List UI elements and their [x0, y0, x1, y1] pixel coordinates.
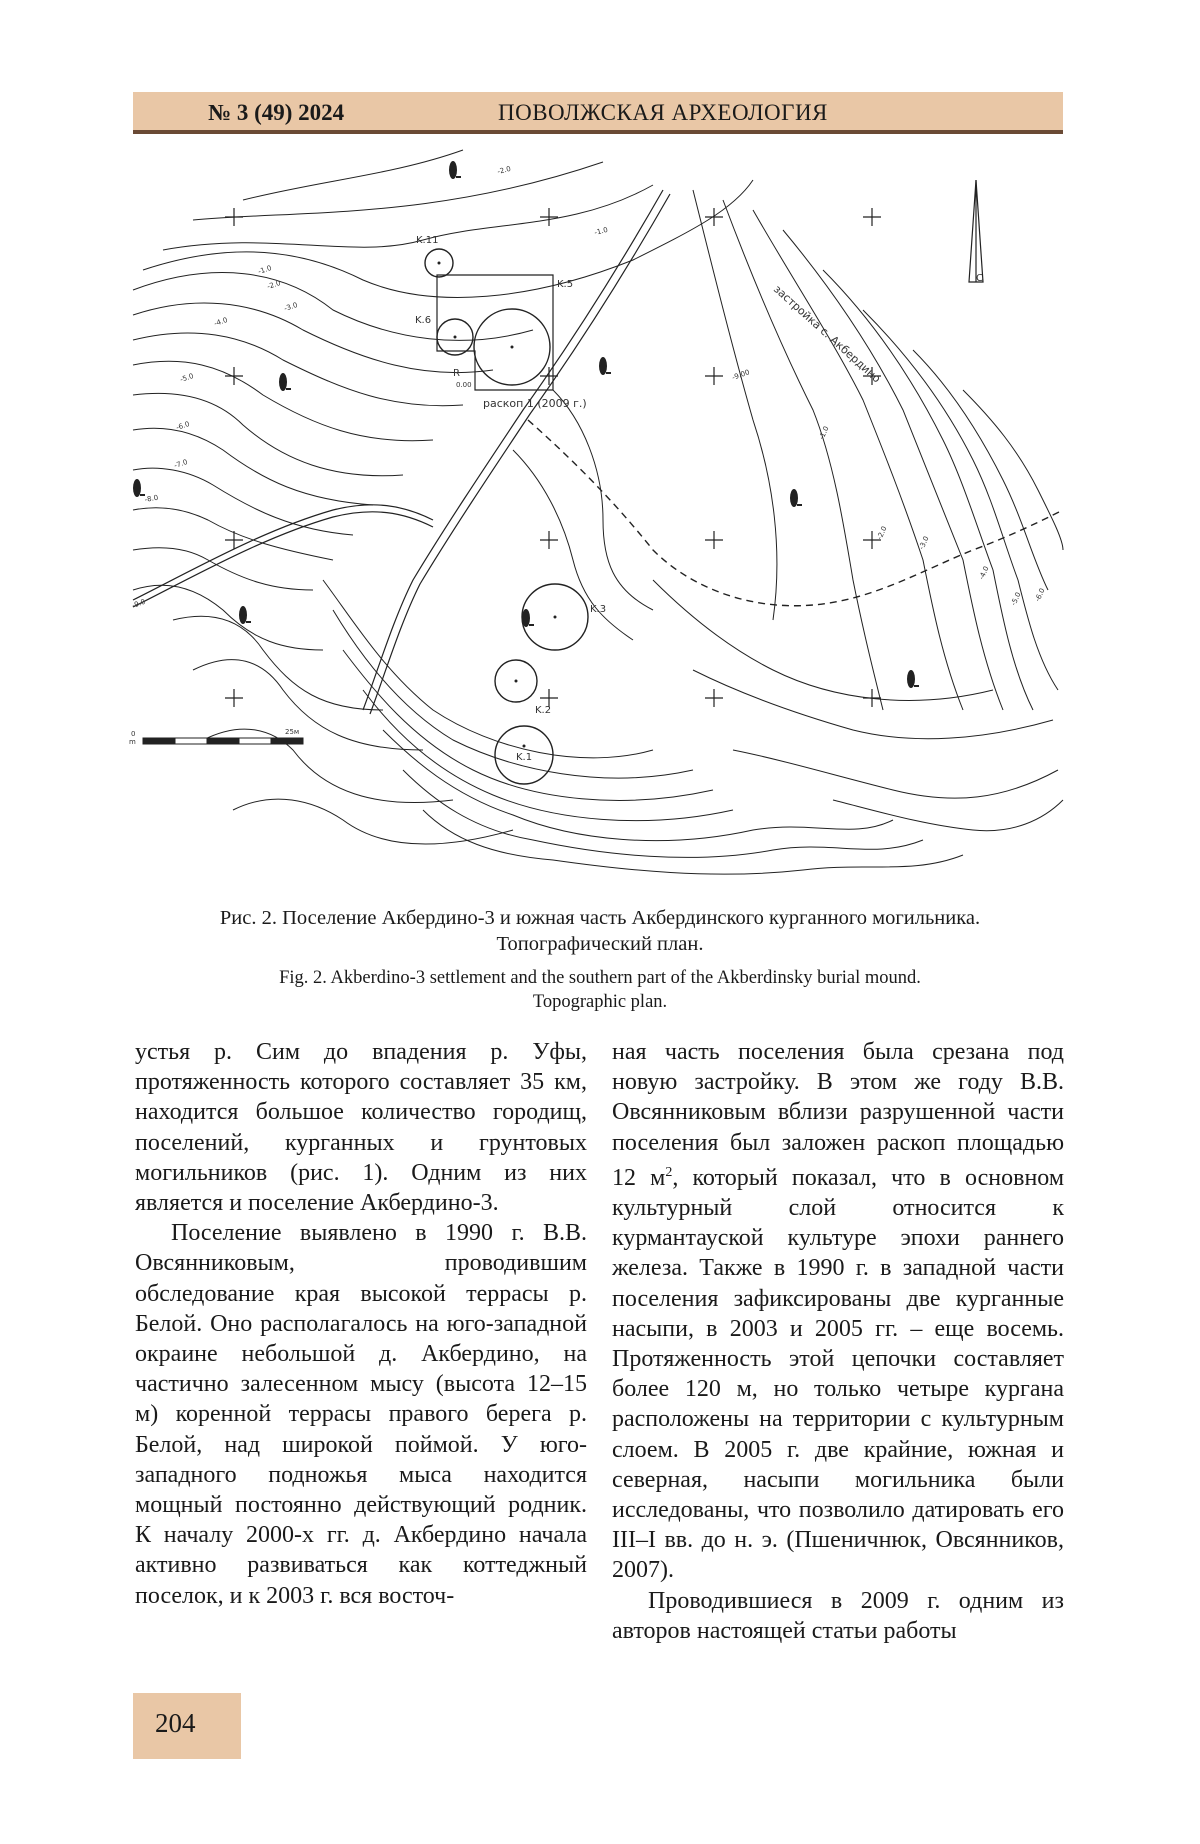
contour-label: -9.00	[730, 368, 751, 382]
contour-line	[693, 670, 1053, 739]
label-k6: K.6	[415, 315, 432, 326]
label-k11: K.11	[416, 235, 439, 246]
contour-line	[173, 616, 383, 710]
road-line	[370, 194, 670, 714]
label-scale-unit: m	[129, 738, 136, 746]
grid-cross	[540, 531, 558, 549]
contour-label: -9.0	[130, 597, 147, 610]
label-k5: K.5	[557, 279, 574, 290]
contour-label: -4.0	[213, 316, 229, 328]
tree-icon-8	[907, 670, 919, 688]
label-scale-start: 0	[131, 730, 136, 738]
tree-icon-7	[790, 489, 802, 507]
grid-cross	[863, 208, 881, 226]
label-benchmark-value: 0.00	[456, 381, 472, 389]
contour-line	[733, 750, 1058, 798]
contour-line	[133, 273, 533, 341]
text-column-left	[135, 1037, 587, 1611]
contour-line	[193, 162, 603, 220]
page-number: 204	[155, 1708, 196, 1738]
contour-line	[343, 650, 713, 800]
tree-icon-3	[599, 357, 611, 375]
contour-label: -2.0	[496, 164, 512, 176]
label-k1: K.1	[516, 752, 533, 763]
contour-line	[753, 210, 963, 710]
contour-line	[823, 270, 1033, 710]
paragraph: Проводившиеся в 2009 г. одним из авторов настоящей статьи работы	[612, 1587, 1064, 1644]
contour-line	[130, 585, 323, 650]
contour-line	[243, 150, 463, 200]
paragraph: Поселение выявлено в 1990 г. В.В. Овсянниковым, проводившим обследование края высокой террасы р. Белой. Оно располагалось на юго-западной окраине небольшой д. Акбердино, на частично залесенном мысу (высота 12–15 м) коренной террасы правого берега р. Белой, над широкой поймой. У юго-западного подножья мыса находится мощный постоянно действующий родник. К началу 2000-х гг. д. Акбердино начала активно развиваться как коттеджный поселок, и к 2003 г. вся восточ-	[135, 1220, 587, 1609]
contour-line	[553, 390, 653, 610]
contour-line	[143, 180, 753, 297]
contour-label: -8.0	[143, 493, 159, 504]
contour-label: -2.0	[875, 525, 889, 541]
text-column-right	[612, 1037, 1064, 1646]
contour-line	[133, 468, 353, 535]
contour-label: -1.0	[257, 264, 273, 276]
contour-line	[913, 350, 1048, 590]
grid-cross	[705, 208, 723, 226]
grid-cross	[705, 689, 723, 707]
contour-line	[693, 190, 777, 620]
label-k2: K.2	[535, 705, 552, 716]
contour-label: -6.0	[1033, 587, 1047, 603]
contour-line	[383, 730, 893, 841]
contour-line	[783, 230, 1003, 710]
road-line	[133, 512, 433, 607]
contour-line	[863, 310, 1058, 690]
issue-number: № 3 (49) 2024	[208, 100, 345, 125]
contour-label: -5.0	[179, 372, 195, 384]
grid-cross	[705, 531, 723, 549]
grid-cross	[540, 208, 558, 226]
label-excavation: раскоп 1 (2009 г.)	[483, 397, 587, 410]
contour-label: -7.0	[173, 458, 189, 470]
road-line	[133, 505, 433, 600]
contour-label: -1.0	[817, 425, 831, 441]
contour-line	[653, 580, 993, 700]
figure-caption-en: Fig. 2. Akberdino-3 settlement and the southern part of the Akberdinsky burial mound. Topographic plan.	[279, 968, 921, 1012]
tree-icon-5	[239, 606, 251, 624]
contour-label: -5.0	[1009, 591, 1023, 607]
scale-bar	[143, 738, 303, 744]
paragraph: устья р. Сим до впадения р. Уфы, протяженность которого составляет 35 км, находится большое количество городищ, поселений, курганных и грунтовых могильников (рис. 1). Одним из них является и поселение Акбердино-3.	[135, 1039, 587, 1217]
contour-line	[513, 450, 633, 640]
journal-title: ПОВОЛЖСКАЯ АРХЕОЛОГИЯ	[498, 100, 828, 125]
contour-line	[723, 200, 883, 710]
label-development: застройка с. Акбердино	[770, 282, 884, 386]
contour-line	[233, 799, 513, 844]
topographic-plan-figure	[129, 150, 1063, 880]
contour-label: -3.0	[917, 535, 931, 551]
contour-line	[833, 800, 1063, 831]
contour-line	[403, 770, 923, 857]
label-k3: K.3	[590, 604, 607, 615]
label-benchmark: R	[453, 368, 460, 379]
grid-cross	[225, 208, 243, 226]
contour-line	[133, 508, 333, 560]
contour-label: -1.0	[593, 225, 609, 237]
contour-line	[423, 810, 963, 874]
contour-label: -3.0	[283, 301, 299, 313]
grid-cross	[225, 689, 243, 707]
contour-line	[133, 428, 373, 505]
tree-icon-6	[522, 609, 534, 627]
north-arrow-icon	[969, 180, 983, 282]
page-number-box	[133, 1693, 241, 1759]
contour-label: -2.0	[266, 279, 282, 291]
contour-label: -6.0	[175, 420, 191, 432]
grid-cross	[705, 367, 723, 385]
tree-icon-4	[133, 479, 145, 497]
label-scale-end: 25м	[285, 728, 300, 736]
contour-line	[333, 610, 693, 778]
figure-caption-ru: Рис. 2. Поселение Акбердино-3 и южная часть Акбердинского курганного могильника. Топографический план.	[219, 907, 981, 955]
running-header	[133, 92, 1063, 134]
label-north: С	[976, 273, 983, 284]
tree-icon-1	[449, 161, 461, 179]
tree-icon-2	[279, 373, 291, 391]
contour-label: -4.0	[977, 565, 991, 581]
paragraph: ная часть поселения была срезана под новую застройку. В этом же году В.В. Овсянниковым вблизи разрушенной части поселения был заложен раскоп площадью 12 $м^2$, который показал, что в основном культурный слой относится к курмантауской культуре эпохи раннего железа. Также в 1990 г. в западной части поселения зафиксированы две курганные насыпи, в 2003 и 2005 гг. – еще восемь. Протяженность этой цепочки составляет более 120 м, но только четыре кургана расположены на территории с культурным слоем. В 2005 г. две крайние, южная и северная, насыпи могильника были исследованы, что позволило датировать его III–I вв. до н. э. (Пшеничнюк, Овсянников, 2007).	[612, 1039, 1065, 1584]
grid-cross	[225, 367, 243, 385]
